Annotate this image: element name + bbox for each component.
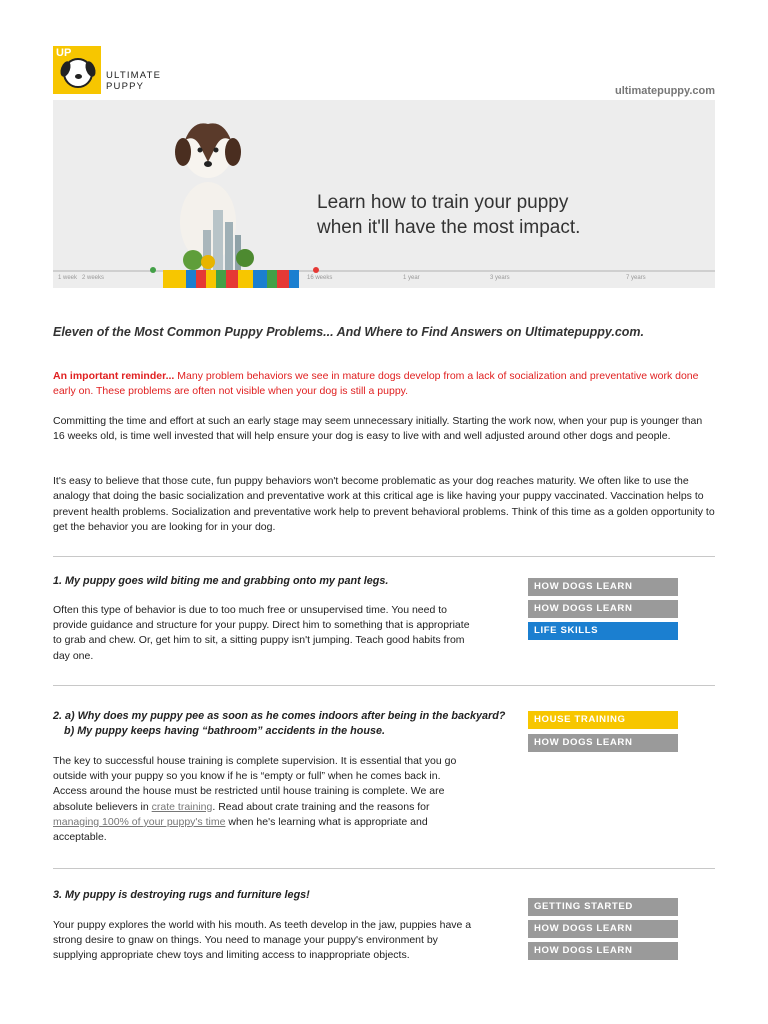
question-2b-title: b) My puppy keeps having “bathroom” accidents in the house. [64, 725, 385, 737]
managing-time-link[interactable]: managing 100% of your puppy's time [53, 815, 226, 828]
tag-how-dogs-learn[interactable]: HOW DOGS LEARN [528, 920, 678, 938]
question-2-body-part2: . Read about crate training and the reasons for [212, 800, 430, 813]
timeline-bar-yellow-2 [206, 270, 216, 288]
timeline-bar-green [216, 270, 226, 288]
brand-name [106, 70, 161, 92]
tag-how-dogs-learn[interactable]: HOW DOGS LEARN [528, 578, 678, 596]
tag-getting-started[interactable]: GETTING STARTED [528, 898, 678, 916]
timeline-bar-blue-3 [289, 270, 299, 288]
reminder-lead: An important reminder... [53, 370, 175, 382]
hero-tagline-line1: Learn how to train your puppy [317, 192, 569, 213]
section-divider [53, 556, 715, 557]
timeline-label-5: 3 years [490, 275, 510, 281]
tag-how-dogs-learn[interactable]: HOW DOGS LEARN [528, 942, 678, 960]
question-3-title: 3. My puppy is destroying rugs and furniture legs! [53, 889, 310, 901]
timeline-label-3: 16 weeks [307, 275, 333, 281]
timeline-dot-green [150, 267, 156, 273]
question-2-body [53, 754, 473, 845]
timeline-bar-green-2 [267, 270, 277, 288]
hero-tagline-line2: when it'll have the most impact. [317, 217, 581, 238]
reminder-text: Many problem behaviors we see in mature dogs develop from a lack of socialization and preventative work done early on. These problems are often not visible when your dog is still a puppy. [53, 370, 699, 398]
timeline-bar-blue-2 [253, 270, 267, 288]
timeline-dot-red [313, 267, 319, 273]
timeline-bar-yellow [163, 270, 186, 288]
timeline-bar-red-3 [277, 270, 289, 288]
page-headline: Eleven of the Most Common Puppy Problems... And Where to Find Answers on Ultimatepuppy.com. [53, 325, 645, 339]
logo-mark: UP [56, 47, 72, 59]
site-url[interactable]: ultimatepuppy.com [614, 85, 715, 97]
tag-how-dogs-learn[interactable]: HOW DOGS LEARN [528, 600, 678, 618]
timeline-bar-red [196, 270, 206, 288]
intro-paragraph-3: It's easy to believe that those cute, fun puppy behaviors won't become problematic as your dog reaches maturity. We often like to use the analogy that doing the basic socialization and preventative work at this critical age is like having your puppy vaccinated. Vaccination helps to prevent health problems. Socialization and preventative work help to prevent behavioral problems. Think of this time as a golden opportunity to get the behavior you are looking for in your dog. [53, 475, 715, 533]
timeline-label-1: 1 week [58, 275, 78, 281]
intro-paragraph-2: Committing the time and effort at such an early stage may seem unnecessary initially. Starting the work now, when your pup is younger than 16 weeks old, is time well invested that will help ensure your dog is easy to live with and well adjusted around other dogs and people. [53, 415, 703, 443]
timeline-label-6: 7 years [626, 275, 646, 281]
section-divider [53, 868, 715, 869]
crate-training-link[interactable]: crate training [151, 800, 213, 813]
tag-how-dogs-learn[interactable]: HOW DOGS LEARN [528, 734, 678, 752]
tag-life-skills[interactable]: LIFE SKILLS [528, 622, 678, 640]
timeline-label-4: 1 year [403, 275, 420, 281]
logo[interactable] [53, 46, 101, 94]
tag-house-training[interactable]: HOUSE TRAINING [528, 711, 678, 729]
timeline-bar-red-2 [226, 270, 238, 288]
question-3-body: Your puppy explores the world with his mouth. As teeth develop in the jaw, puppies have a strong desire to gnaw on things. You need to manage your puppy's environment by supplying appropriate chew toys and limiting access to inappropriate objects. [53, 919, 472, 962]
question-2-body-part1: The key to successful house training is complete supervision. It is essential that you go outside with your puppy so you know if he is “empty or full” when he comes back in. Access around the house must be restricted until house training is complete. We are absolute believers in [53, 755, 457, 813]
question-2a-title: 2. a) Why does my puppy pee as soon as he comes indoors after being in the backyard? [53, 710, 506, 722]
puppy-face-icon [63, 58, 93, 88]
section-divider [53, 685, 715, 686]
important-reminder [53, 369, 715, 400]
timeline-bar-blue [186, 270, 196, 288]
hero-banner [53, 100, 715, 288]
question-1-body: Often this type of behavior is due to too much free or unsupervised time. You need to provide guidance and structure for your puppy. Direct him to something that is appropriate to grab and chew. Or, get him to sit, a sitting puppy isn't jumping. Teach good habits from day one. [53, 604, 470, 662]
question-1-title: 1. My puppy goes wild biting me and grabbing onto my pant legs. [53, 575, 389, 587]
hero-tagline [317, 190, 580, 240]
timeline-label-2: 2 weeks [82, 275, 105, 281]
question-2-body-part3: when he's learning what is appropriate and acceptable. [53, 815, 428, 844]
city-illustration [173, 200, 263, 270]
brand-name-line2: PUPPY [106, 81, 145, 92]
brand-name-line1: ULTIMATE [106, 70, 162, 81]
timeline-bar-yellow-3 [238, 270, 253, 288]
